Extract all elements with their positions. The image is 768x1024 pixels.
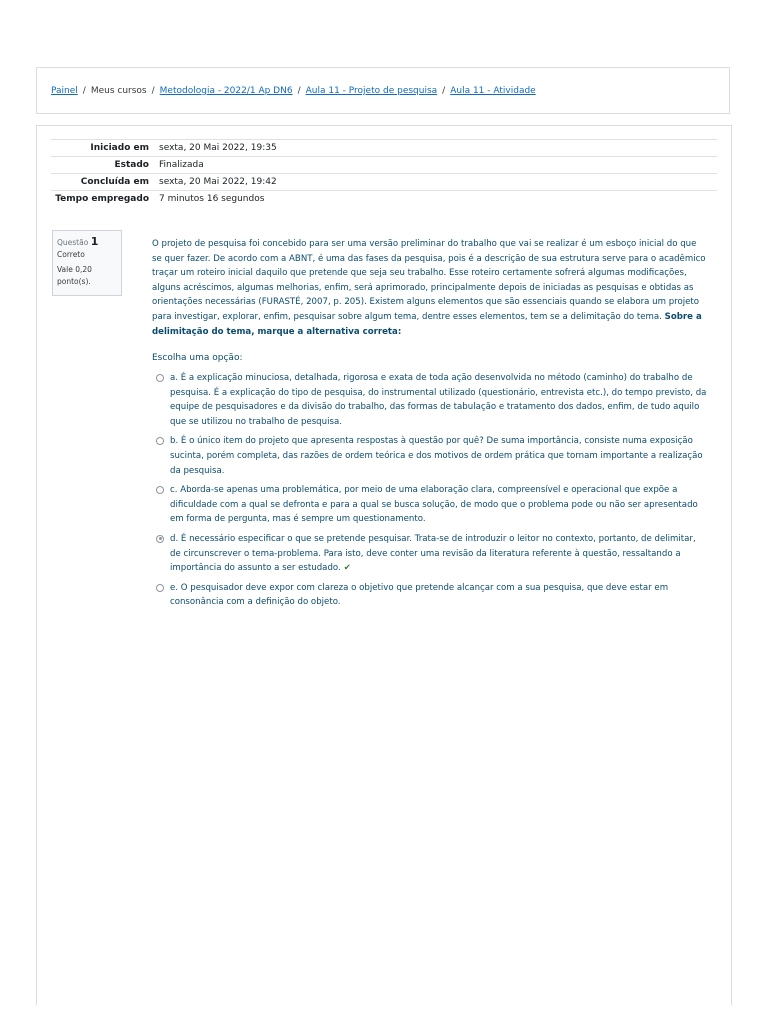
radio-button[interactable] <box>156 584 164 592</box>
breadcrumb-activity-link[interactable]: Aula 11 - Atividade <box>450 86 536 96</box>
answer-option-label: b. É o único item do projeto que apresenta respostas à questão por quê? De suma importância, consiste numa exposição sucinta, porém completa, das razões de ordem teórica e dos motivos de ordem prática que tornam importante a realização da pesquisa. <box>170 436 703 476</box>
radio-button-selected[interactable] <box>156 535 164 543</box>
summary-label: Concluída em <box>80 177 149 187</box>
question-info-box <box>52 230 122 296</box>
answer-option-b[interactable] <box>156 434 708 478</box>
summary-row <box>51 174 717 191</box>
breadcrumb-separator: / <box>151 86 155 96</box>
question-state: Correto <box>57 250 85 259</box>
answer-options <box>156 371 708 615</box>
breadcrumb-meus-cursos: Meus cursos <box>90 86 147 96</box>
summary-label: Estado <box>114 160 149 170</box>
question-text <box>152 237 708 339</box>
answer-option-d[interactable] <box>156 532 708 576</box>
breadcrumb-separator: / <box>442 86 446 96</box>
radio-button[interactable] <box>156 374 164 382</box>
breadcrumb-course-link[interactable]: Metodologia - 2022/1 Ap DN6 <box>159 86 293 96</box>
breadcrumb-container <box>36 67 730 114</box>
answer-option-label: e. O pesquisador deve expor com clareza o objetivo que pretende alcançar com a sua pesquisa, que deve estar em consonância com a definição do objeto. <box>170 582 669 608</box>
answer-option-label: c. Aborda-se apenas uma problemática, por meio de uma elaboração clara, compreensível e operacional que expõe a dificuldade com a qual se defronta e para a qual se busca solução, de modo que o problema pode ou não ser apresentado em forma de pergunta, mas é sempre um questionamento. <box>170 485 698 525</box>
breadcrumb-separator: / <box>82 86 86 96</box>
breadcrumb-separator: / <box>297 86 301 96</box>
correct-check-icon: ✔ <box>343 563 351 574</box>
answer-option-a[interactable] <box>156 371 708 429</box>
answer-option-e[interactable] <box>156 581 708 610</box>
attempt-summary-table <box>51 139 717 207</box>
answer-option-label: a. É a explicação minuciosa, detalhada, rigorosa e exata de toda ação desenvolvida no método (caminho) do trabalho de pesquisa. É a explicação do tipo de pesquisa, do instrumental utilizado (questionário, entrevista etc.), do tempo previsto, da equipe de pesquisadores e da divisão do trabalho, das formas de tabulação e tratamento dos dados, enfim, de tudo aquilo que se utilizou no trabalho de pesquisa. <box>170 373 707 427</box>
breadcrumb-lesson-link[interactable]: Aula 11 - Projeto de pesquisa <box>305 86 438 96</box>
question-label: Questão <box>57 238 89 247</box>
answer-option-c[interactable] <box>156 483 708 527</box>
answer-prompt: Escolha uma opção: <box>152 353 243 363</box>
breadcrumb <box>51 86 536 96</box>
question-instruction: Sobre a delimitação do tema, marque a alternativa correta: <box>152 311 702 337</box>
question-number: 1 <box>90 235 99 248</box>
summary-row <box>51 157 717 174</box>
summary-row <box>51 140 717 157</box>
summary-label: Tempo empregado <box>55 194 149 204</box>
summary-label: Iniciado em <box>90 143 149 153</box>
answer-option-label: d. É necessário especificar o que se pretende pesquisar. Trata-se de introduzir o leitor no contexto, portanto, de delimitar, de circunscrever o tema-problema. Para isto, deve conter uma revisão da literatura referente à questão, ressaltando a importância do assunto a ser estudado. <box>170 533 696 574</box>
summary-value: sexta, 20 Mai 2022, 19:42 <box>159 177 277 187</box>
question-grade: Vale 0,20 ponto(s). <box>57 265 92 286</box>
summary-value: 7 minutos 16 segundos <box>159 194 265 204</box>
question-body: O projeto de pesquisa foi concebido para ser uma versão preliminar do trabalho que vai se realizar é um esboço inicial do que se quer fazer. De acordo com a ABNT, é uma das fases da pesquisa, pois é a descrição de sua estrutura serve para o acadêmico traçar um roteiro inicial daquilo que pretende que seja seu trabalho. Esse roteiro certamente sofrerá algumas modificações, alguns acréscimos, algumas melhorias, enfim, será aprimorado, principalmente depois de iniciadas as pesquisas e obtidas as orientações necessárias (FURASTÉ, 2007, p. 205). Existem alguns elementos que são essenciais quando se elabora um projeto para investigar, explorar, enfim, pesquisar sobre algum tema, dentre esses elementos, tem se a delimitação do tema. <box>152 239 706 322</box>
breadcrumb-painel-link[interactable]: Painel <box>51 86 78 96</box>
summary-value: sexta, 20 Mai 2022, 19:35 <box>159 143 277 153</box>
summary-row <box>51 191 717 208</box>
radio-button[interactable] <box>156 486 164 494</box>
summary-value: Finalizada <box>159 160 204 170</box>
radio-button[interactable] <box>156 437 164 445</box>
